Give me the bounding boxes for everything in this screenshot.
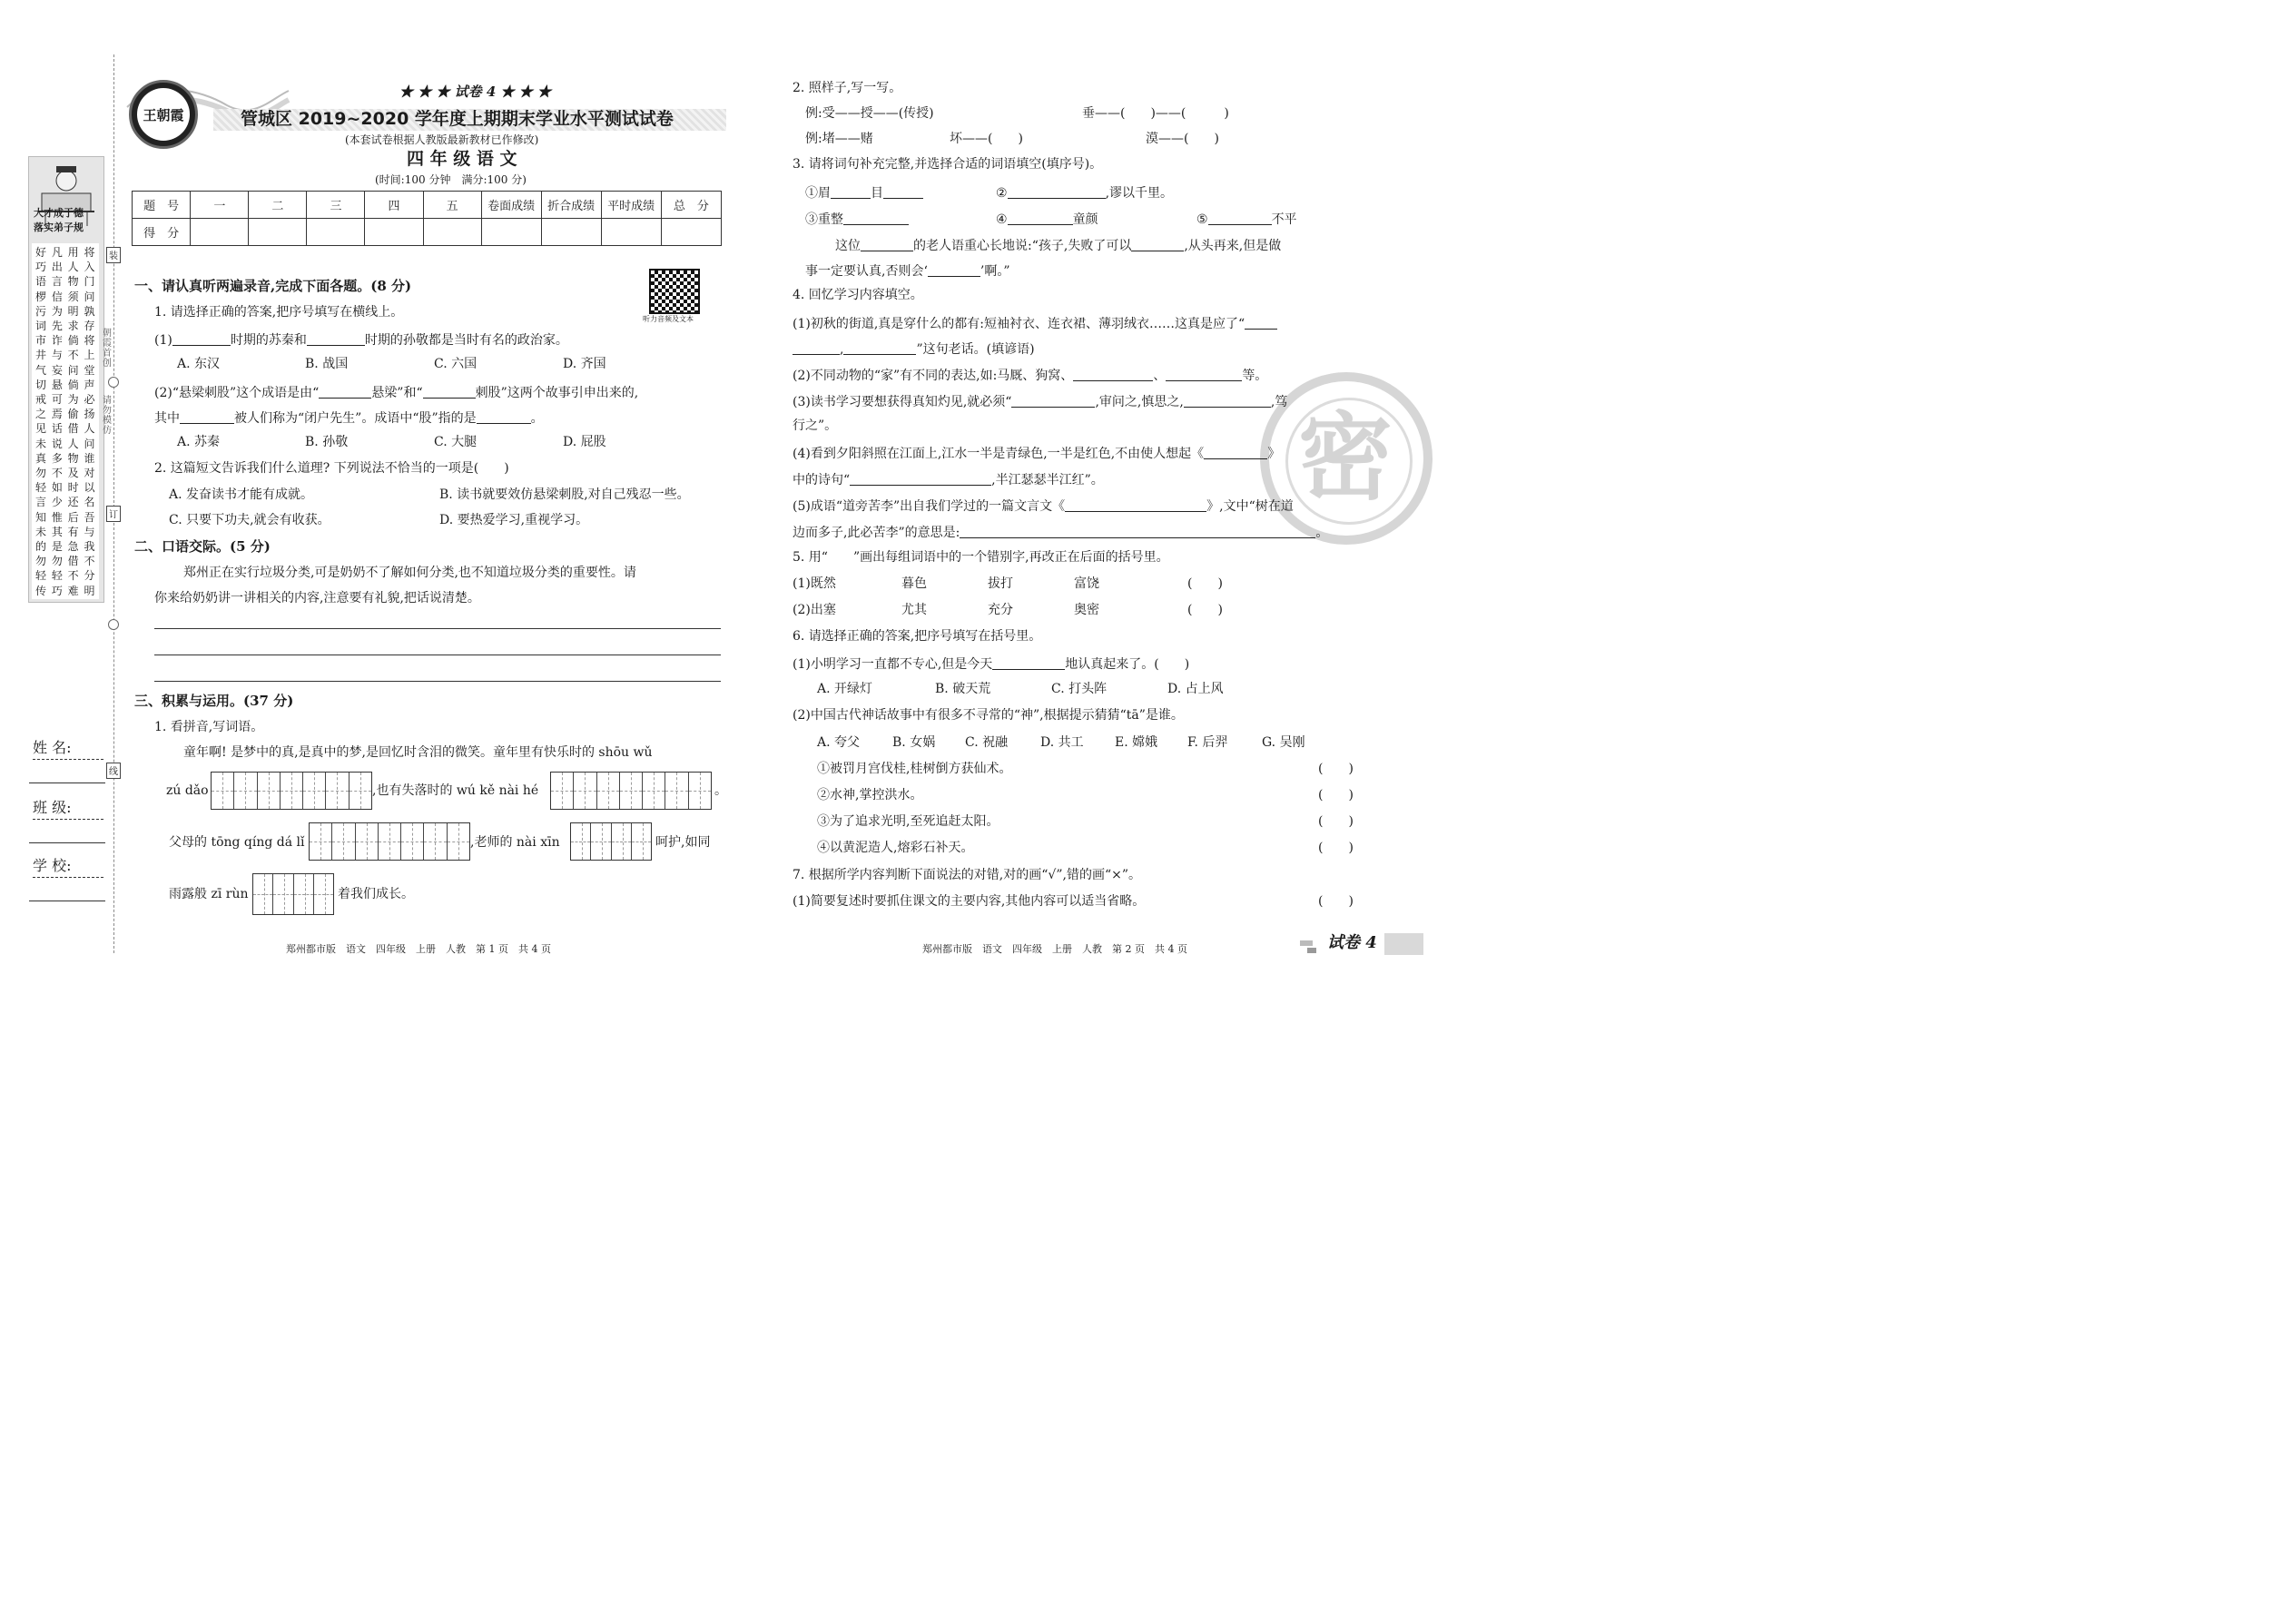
- r-q7-1-answer[interactable]: ( ): [1318, 894, 1354, 909]
- name-label: 姓 名:: [33, 739, 72, 756]
- q6-2-option[interactable]: G. 吴刚: [1262, 735, 1305, 750]
- tag-decoration-2: [1307, 948, 1316, 953]
- paper-tag: 试卷 4: [1327, 933, 1377, 952]
- r-q3: 3. 请将词句补充完整,并选择合适的词语填空(填序号)。: [793, 157, 1103, 172]
- blank[interactable]: [1204, 446, 1267, 459]
- score-header-cell: 二: [249, 192, 307, 219]
- school-label: 学 校:: [33, 857, 72, 874]
- r-q6-2: (2)中国古代神话故事中有很多不寻常的“神”,根据提示猜猜“tā”是谁。: [793, 708, 1184, 723]
- sidebar-verse-line: 轻 如 时 以: [35, 481, 96, 495]
- s3-p2b: ,也有失落时的 wú kě nài hé: [372, 783, 539, 798]
- q6-2-option[interactable]: B. 女娲: [892, 735, 936, 750]
- r-q5-1-c[interactable]: 拔打: [988, 576, 1013, 591]
- sidebar-verse-line: 好 凡 用 将: [35, 246, 96, 259]
- score-cell[interactable]: [249, 219, 307, 246]
- section3-title: 三、积累与运用。(37 分): [134, 693, 294, 709]
- blank[interactable]: [843, 341, 916, 355]
- sidebar-verse-line: 切 悬 倘 声: [35, 378, 96, 391]
- blank[interactable]: [883, 185, 923, 199]
- score-header-cell: 平时成绩: [601, 192, 661, 219]
- footer-right: 郑州都市版 语文 四年级 上册 人教 第 2 页 共 4 页: [922, 943, 1187, 955]
- blank[interactable]: [1184, 394, 1271, 408]
- class-label-underline: [33, 819, 103, 820]
- r-q2: 2. 照样子,写一写。: [793, 81, 902, 95]
- logo-text: 王朝霞: [137, 88, 190, 141]
- blank[interactable]: [793, 341, 840, 355]
- s1-q1-2-line2: 其中 被人们称为“闭户先生”。成语中“股”指的是 。: [154, 411, 544, 426]
- blank[interactable]: [1065, 498, 1206, 512]
- exam-title: 管城区 2019~2020 学年度上期期末学业水平测试试卷: [241, 109, 674, 129]
- blank[interactable]: [1008, 185, 1106, 199]
- s1-q2-opt-c[interactable]: C. 只要下功夫,就会有收获。: [169, 513, 330, 527]
- binding-text-2: 请勿模仿: [103, 396, 112, 436]
- r-q4-1-line1: (1)初秋的街道,真是穿什么的都有:短袖衬衣、连衣裙、薄羽绒衣……这真是应了“: [793, 316, 1277, 330]
- s3-p3c: 呵护,如同: [655, 835, 711, 850]
- answer-line-1[interactable]: [154, 628, 721, 629]
- score-cell[interactable]: [481, 219, 541, 246]
- r-q7-1: (1)简要复述时要抓住课文的主要内容,其他内容可以适当省略。: [793, 894, 1146, 909]
- sidebar-verse-line: 气 妄 问 堂: [35, 363, 96, 377]
- blank[interactable]: [1208, 212, 1272, 225]
- sidebar-verse-line: 戒 可 为 必: [35, 393, 96, 406]
- tag-band: [1384, 933, 1423, 955]
- score-row-label: 得 分: [133, 219, 191, 246]
- sidebar-verse-line: 勿 勿 借 不: [35, 555, 96, 568]
- qr-caption: 听力音频及文本: [643, 315, 694, 323]
- s1-q1-1-opt-a[interactable]: A. 东汉: [177, 357, 221, 371]
- class-field[interactable]: [29, 842, 105, 843]
- sidebar-verse-line: 见 话 借 人: [35, 422, 96, 436]
- binding-label-1: 装: [106, 247, 121, 263]
- q6-2-item: ①被罚月宫伐桂,桂树倒方获仙术。: [817, 762, 1012, 776]
- time-info: (时间:100 分钟 满分:100 分): [375, 173, 527, 186]
- s1-q1-1: (1) 时期的苏秦和 时期的孙敬都是当时有名的政治家。: [154, 333, 568, 348]
- sidebar-verse-line: 井 与 不 上: [35, 349, 96, 362]
- r-q4-4-line1: (4)看到夕阳斜照在江面上,江水一半是青绿色,一半是红色,不由使人想起《 》: [793, 447, 1281, 461]
- r-q4-2: (2)不同动物的“家”有不同的表达,如:马厩、狗窝、 、 等。: [793, 369, 1268, 383]
- score-cell[interactable]: [307, 219, 365, 246]
- s1-q1-2-line1: (2)“悬梁刺股”这个成语是由“ 悬梁”和“ 刺股”这两个故事引申出来的,: [154, 386, 639, 400]
- s3-p1: 童年啊! 是梦中的真,是真中的梦,是回忆时含泪的微笑。童年里有快乐时的 shōu wǔ: [183, 745, 653, 760]
- r-q5-2-b[interactable]: 尤其: [901, 603, 927, 617]
- sidebar-motto2: 落实弟子规: [34, 221, 84, 233]
- q6-2-item: ②水神,掌控洪水。: [817, 788, 923, 802]
- school-label-underline: [33, 877, 103, 878]
- sidebar-verse-line: 传 巧 难 明: [35, 584, 96, 597]
- s1-q1-2-opt-d[interactable]: D. 屁股: [563, 435, 606, 449]
- r-q5-2-answer[interactable]: ( ): [1187, 603, 1223, 617]
- sidebar-verse-line: 轻 轻 不 分: [35, 569, 96, 583]
- s1-q2-opt-b[interactable]: B. 读书就要效仿悬梁刺股,对自己残忍一些。: [439, 487, 690, 502]
- r-q3-1: ①眉 目: [805, 185, 923, 200]
- class-label: 班 级:: [33, 799, 72, 816]
- score-header-cell: 总 分: [661, 192, 721, 219]
- blank[interactable]: [1166, 368, 1242, 381]
- blank[interactable]: [992, 656, 1065, 670]
- char-grid-4[interactable]: [570, 822, 652, 861]
- r-q6-1-opt-b[interactable]: B. 破天荒: [935, 682, 991, 696]
- blank[interactable]: [180, 410, 234, 424]
- s2-line1: 郑州正在实行垃圾分类,可是奶奶不了解如何分类,也不知道垃圾分类的重要性。请: [183, 566, 636, 580]
- sidebar-verse-line: 言 少 还 名: [35, 496, 96, 509]
- r-q5-1-answer[interactable]: ( ): [1187, 576, 1223, 591]
- footer-left: 郑州都市版 语文 四年级 上册 人教 第 1 页 共 4 页: [286, 943, 551, 955]
- name-field[interactable]: [29, 782, 105, 783]
- r-q2-b[interactable]: 坏——( ): [950, 132, 1023, 146]
- q6-2-item: ④以黄泥造人,熔彩石补天。: [817, 841, 974, 855]
- char-grid-1[interactable]: [211, 772, 372, 810]
- score-cell[interactable]: [365, 219, 423, 246]
- subject-title: 四 年 级 语 文: [407, 149, 517, 169]
- q6-2-answer-paren[interactable]: ( ): [1318, 788, 1354, 802]
- score-header-cell: 五: [423, 192, 481, 219]
- binding-text-1: 朝霞首创: [103, 329, 112, 369]
- blank[interactable]: [307, 332, 365, 346]
- char-grid-5[interactable]: [252, 873, 334, 915]
- q6-2-option[interactable]: E. 嫦娥: [1115, 735, 1158, 750]
- blank[interactable]: [960, 525, 1315, 538]
- binding-line: [113, 54, 114, 953]
- answer-line-3[interactable]: [154, 681, 721, 682]
- binding-hole-2: [108, 619, 119, 630]
- score-cell[interactable]: [541, 219, 601, 246]
- s1-q1-1-opt-c[interactable]: C. 六国: [434, 357, 478, 371]
- r-q4-1-line2: , ”这句老话。(填谚语): [793, 341, 1035, 356]
- char-grid-2[interactable]: [550, 772, 712, 810]
- r-q4: 4. 回忆学习内容填空。: [793, 288, 923, 302]
- char-grid-3[interactable]: [309, 822, 470, 861]
- confidential-stamp: 密: [1260, 372, 1433, 545]
- sidebar-verse-line: 知 惟 后 吾: [35, 510, 96, 524]
- s3-p4a: 雨露般 zī rùn: [169, 887, 249, 901]
- r-q4-3-line2: 行之”。: [793, 418, 838, 433]
- blank[interactable]: [423, 385, 476, 399]
- qr-code[interactable]: [649, 269, 700, 314]
- sidebar-verse-line: 的 是 急 我: [35, 540, 96, 553]
- r-q3-s1: 这位 的老人语重心长地说:“孩子,失败了可以 ,从头再来,但是做: [835, 239, 1282, 253]
- sidebar-verse-line: 巧 出 人 入: [35, 261, 96, 274]
- s3-p3a: 父母的 tōng qíng dá lǐ: [169, 835, 305, 850]
- r-q5: 5. 用“ ”画出每组词语中的一个错别字,再改正在后面的括号里。: [793, 550, 1169, 565]
- r-q4-5-line1: (5)成语“道旁苦李”出自我们学过的一篇文言文《 》,文中“树在道: [793, 499, 1294, 514]
- blank[interactable]: [172, 332, 231, 346]
- blank[interactable]: [831, 185, 871, 199]
- sidebar-verse-line: 市 诈 倘 将: [35, 334, 96, 348]
- score-cell[interactable]: [423, 219, 481, 246]
- s1-q1-1-opt-b[interactable]: B. 战国: [305, 357, 349, 371]
- s1-q1-2-opt-b[interactable]: B. 孙敬: [305, 435, 349, 449]
- binding-label-3: 线: [106, 763, 121, 779]
- exam-note: (本套试卷根据人教版最新教材已作修改): [345, 133, 539, 146]
- q6-2-answer-paren[interactable]: ( ): [1318, 814, 1354, 829]
- r-q5-1-b[interactable]: 暮色: [901, 576, 927, 591]
- q6-2-answer-paren[interactable]: ( ): [1318, 762, 1354, 776]
- sidebar-verse-line: 未 其 有 与: [35, 525, 96, 538]
- binding-hole-1: [108, 377, 119, 388]
- sidebar-verse-line: 污 为 明 孰: [35, 304, 96, 318]
- r-q2-ex1: 例:受——授——(传授): [805, 106, 934, 121]
- sidebar-verse-line: 勿 不 及 对: [35, 467, 96, 479]
- blank[interactable]: [1131, 238, 1184, 251]
- sidebar-verse-line: 未 说 人 问: [35, 437, 96, 450]
- r-q5-1-d[interactable]: 富饶: [1074, 576, 1099, 591]
- s3-p2c: 。: [714, 783, 727, 798]
- sidebar-verse-line: 词 先 求 存: [35, 320, 96, 332]
- r-q2-ex2: 例:堵——赌: [805, 132, 873, 146]
- s1-q1-1-opt-d[interactable]: D. 齐国: [563, 357, 606, 371]
- r-q6: 6. 请选择正确的答案,把序号填写在括号里。: [793, 629, 1042, 644]
- q6-2-item: ③为了追求光明,至死追赶太阳。: [817, 814, 999, 829]
- r-q6-1: (1)小明学习一直都不专心,但是今天 地认真起来了。( ): [793, 657, 1190, 672]
- blank[interactable]: [1008, 212, 1073, 225]
- s3-p4b: 着我们成长。: [338, 887, 414, 901]
- score-cell[interactable]: [601, 219, 661, 246]
- score-header-cell: 一: [191, 192, 249, 219]
- score-header-cell: 四: [365, 192, 423, 219]
- q6-2-answer-paren[interactable]: ( ): [1318, 841, 1354, 855]
- r-q7: 7. 根据所学内容判断下面说法的对错,对的画“√”,错的画“×”。: [793, 868, 1141, 882]
- s3-pinyin-zudao: zú dǎo: [166, 783, 209, 798]
- s1-q2-opt-d[interactable]: D. 要热爱学习,重视学习。: [439, 513, 589, 527]
- r-q3-3: ③重整: [805, 212, 909, 226]
- r-q3-5: ⑤ 不平: [1196, 212, 1297, 227]
- score-header-cell: 折合成绩: [541, 192, 601, 219]
- blank[interactable]: [1011, 394, 1095, 408]
- s2-line2: 你来给奶奶讲一讲相关的内容,注意要有礼貌,把话说清楚。: [154, 591, 480, 605]
- paper-badge: ★ ★ ★ 试卷 4 ★ ★ ★: [399, 84, 551, 100]
- r-q6-1-opt-c[interactable]: C. 打头阵: [1051, 682, 1108, 696]
- tag-decoration-1: [1300, 940, 1313, 946]
- sidebar-verse-line: 之 焉 偷 扬: [35, 408, 96, 421]
- r-q5-2-c[interactable]: 充分: [988, 603, 1013, 617]
- r-q3-2: ② ,谬以千里。: [996, 186, 1174, 201]
- sidebar-motto1: 大才成于德: [34, 207, 84, 219]
- r-q2-a[interactable]: 垂——( )——( ): [1082, 106, 1229, 121]
- score-header-cell: 三: [307, 192, 365, 219]
- score-header-cell: 卷面成绩: [481, 192, 541, 219]
- name-label-underline: [33, 759, 103, 760]
- r-q5-2-a: (2)出塞: [793, 603, 836, 617]
- r-q6-1-opt-d[interactable]: D. 占上风: [1167, 682, 1224, 696]
- blank[interactable]: [1245, 316, 1277, 330]
- blank[interactable]: [1073, 368, 1153, 381]
- blank[interactable]: [928, 263, 980, 277]
- s3-p3b: ,老师的 nài xīn: [470, 835, 560, 850]
- blank[interactable]: [477, 410, 531, 424]
- s1-q2-opt-a[interactable]: A. 发奋读书才能有成就。: [169, 487, 314, 502]
- s1-q2: 2. 这篇短文告诉我们什么道理? 下列说法不恰当的一项是( ): [154, 461, 509, 476]
- q6-2-option[interactable]: A. 夸父: [817, 735, 861, 750]
- blank[interactable]: [843, 212, 909, 225]
- r-q4-5-line2: 边而多子,此必苦李”的意思是: 。: [793, 526, 1329, 540]
- r-q2-c[interactable]: 漠——( ): [1146, 132, 1219, 146]
- section2-title: 二、口语交际。(5 分): [134, 538, 271, 555]
- score-table: [132, 191, 722, 246]
- q6-2-option[interactable]: D. 共工: [1040, 735, 1084, 750]
- sidebar-verse-line: 真 多 物 谁: [35, 451, 96, 465]
- section1-title: 一、请认真听两遍录音,完成下面各题。(8 分): [134, 278, 412, 294]
- s1-q1-2-opt-c[interactable]: C. 大腿: [434, 435, 478, 449]
- s1-q1: 1. 请选择正确的答案,把序号填写在横线上。: [154, 305, 404, 320]
- sidebar-verse-line: 椤 信 须 问: [35, 290, 96, 303]
- r-q5-1-a: (1)既然: [793, 576, 836, 591]
- binding-label-2: 订: [106, 506, 121, 522]
- r-q4-3-line1: (3)读书学习要想获得真知灼见,就必须“ ,审问之,慎思之, ,笃: [793, 395, 1288, 409]
- r-q5-2-d[interactable]: 奥密: [1074, 603, 1099, 617]
- sidebar-verse-line: 语 言 物 门: [35, 275, 96, 289]
- r-q3-4: ④ 童颜: [996, 212, 1098, 227]
- blank[interactable]: [861, 238, 913, 251]
- q6-2-option[interactable]: F. 后羿: [1187, 735, 1228, 750]
- r-q4-4-line2: 中的诗句“ ,半江瑟瑟半江红”。: [793, 473, 1104, 487]
- q6-2-option[interactable]: C. 祝融: [965, 735, 1009, 750]
- s3-q1: 1. 看拼音,写词语。: [154, 720, 264, 734]
- r-q6-1-opt-a[interactable]: A. 开绿灯: [817, 682, 873, 696]
- blank[interactable]: [319, 385, 371, 399]
- score-cell[interactable]: [191, 219, 249, 246]
- score-header-cell: 题 号: [133, 192, 191, 219]
- logo-badge: [129, 80, 198, 149]
- s1-q1-2-opt-a[interactable]: A. 苏秦: [177, 435, 221, 449]
- score-cell[interactable]: [661, 219, 721, 246]
- r-q3-s2: 事一定要认真,否则会‘ ’啊。”: [805, 264, 1010, 279]
- blank[interactable]: [850, 472, 991, 486]
